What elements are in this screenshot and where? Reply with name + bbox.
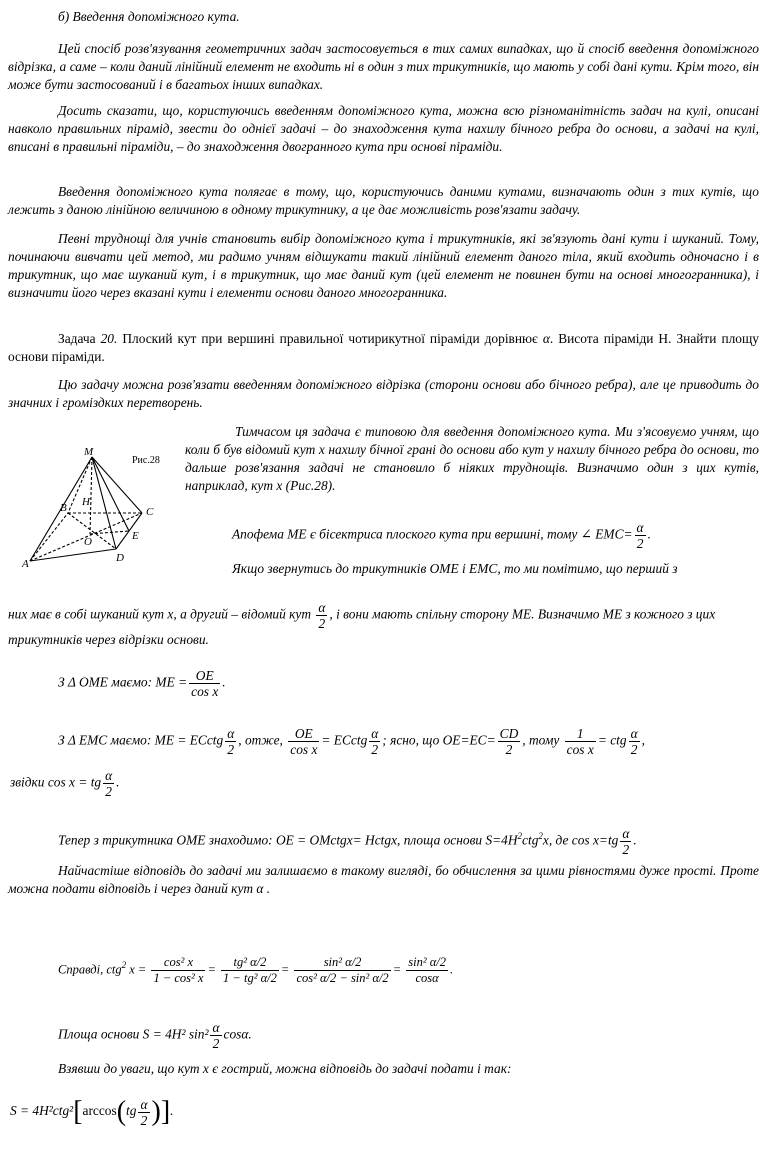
alpha-half-fraction: $\frac{\alpha}{2}$	[318, 600, 326, 631]
formula-ctg2: Справді, ctg$^2$ x = $\frac{\text{cos² x}}{\text{1 − cos² x}}$ = $\frac{\text{tg² α/2}}{\text{1 − tg² α/2}}$ = $\frac{\text{sin² α/2}}{\text{cos² α/2 − sin² α/2}}$ = $\frac{\text{sin² α/2}}{\cos\alpha}$ .	[58, 955, 454, 985]
section-heading: б) Введення допоміжного кута.	[58, 9, 240, 24]
label-e: E	[132, 530, 139, 542]
task-alpha: α	[542, 331, 550, 346]
task-text-2: . Висота піраміди Н. Знайти площу основи піраміди.	[8, 331, 760, 364]
paragraph-4: Певні труднощі для учнів становить вибір допоміжного кута і трикутників, які зв'язують дані кути і шуканий. Тому, починаючи вивчати цей метод, ми радимо учням відшукати такий лінійний елемент даного тіла, який входить одночасно і в трикутник, що має шуканий кут, і в трикутник, що має даний кут (цей елемент не повинен бути на основі многогранника), і визначити його через вказані кути і елементи основи даного многогранника.	[8, 231, 759, 300]
formula-final: S = 4H²ctg²[arccos(tg $\frac{\alpha}{2}$ )].	[10, 1096, 174, 1128]
paragraph-6: Тимчасом ця задача є типовою для введення допоміжного кута. Ми з'ясовуємо учням, що коли б був відомий кут x нахилу бічної грані до основи або кут у нахилу бічного ребра до основи, то дальше розв'язання задачі не становило б ніяких труднощів. Визначимо один з цих кутів, наприклад, кут x (Рис.28).	[185, 424, 759, 493]
paragraph-8: Найчастіше відповідь до задачі ми залишаємо в такому вигляді, бо обчислення за цими рівностями дуже прості. Проте можна подати відповідь і через даний кут α .	[8, 863, 759, 896]
paragraph-1: Цей спосіб розв'язування геометричних задач застосовується в тих самих випадках, що й спосіб введення допоміжного відрізка, а саме – коли даний лінійний елемент не входить ні в один з тих трикутників, що мають у собі дані кути. Крім того, він може бути застосований і в багатьох інших випадках.	[8, 41, 759, 92]
label-b: B	[60, 502, 67, 514]
label-c: C	[146, 506, 154, 518]
paragraph-5: Цю задачу можна розв'язати введенням допоміжного відрізка (сторони основи або бічного ребра), але це приводить до значних і громіздких перетворень.	[8, 377, 759, 410]
paragraph-7a: Якщо звернутись до трикутників OME і EMC, то ми помітимо, що перший з	[232, 561, 678, 576]
label-a: A	[22, 558, 29, 568]
apothem-text: Апофема ME є бісектриса плоского кута при вершині, тому ∠ EMC=	[232, 526, 633, 542]
task-label: Задача	[58, 331, 96, 346]
task-number: 20.	[100, 331, 118, 346]
label-m: M	[84, 446, 94, 458]
formula-area-alpha: Площа основи S = 4H² sin² $\frac{\alpha}{2}$ cosα.	[58, 1020, 252, 1051]
paragraph-9: Взявши до уваги, що кут x є гострий, можна відповідь до задачі подати і так:	[58, 1061, 512, 1076]
label-d: D	[116, 552, 124, 564]
label-h: H	[82, 496, 90, 508]
task-text-1: Плоский кут при вершині правильної чотирикутної піраміди дорівнює	[122, 331, 538, 346]
formula-area: Тепер з трикутника OME знаходимо: OE = OMctgx= Hctgx, площа основи $S=4H^2ctg^2x$, де cos x=tg $\frac{\alpha}{2}$ .	[58, 826, 637, 857]
formula-cosx: звідки cos x = tg $\frac{\alpha}{2}$ .	[10, 768, 120, 799]
paragraph-3: Введення допоміжного кута полягає в тому, що, користуючись даними кутами, визначають один з тих кутів, що лежить з даною лінійною величиною в одному трикутнику, а це дає можливість розв'язати задачу.	[8, 184, 759, 217]
paragraph-7b: них має в собі шуканий кут x, а другий – відомий кут $\frac{\alpha}{2}$ , і вони мають спільну сторону ME. Визначимо ME з кожного з цих трикутників через відрізки основи.	[8, 600, 716, 647]
figure-caption: Рис.28	[132, 455, 160, 466]
paragraph-2: Досить сказати, що, користуючись введенням допоміжного кута, можна всю різноманітність задач на кулі, описані навколо правильних пірамід, звести до однієї задачі – до знаходження кута нахилу бічного ребра до основи, а задачі на кулі, вписані в правильні піраміди, – до знаходження двогранного кута при основі піраміди.	[8, 103, 759, 154]
pyramid-figure	[20, 443, 190, 568]
formula-emc: З Δ EMC маємо: ME = ECctg $\frac{\alpha}{2}$ , отже, $\frac{OE}{\text{cos x}}$ = ECctg $\frac{\alpha}{2}$ ; ясно, що OE=EC= $\frac{CD}{2}$ , тому $\frac{1}{\text{cos x}}$ = ctg $\frac{\alpha}{2}$ ,	[58, 726, 645, 757]
apothem-line: Апофема ME є бісектриса плоского кута при вершині, тому ∠ EMC= $\frac{\alpha}{2}$ .	[232, 520, 651, 551]
apothem-fraction: $\frac{\alpha}{2}$	[636, 520, 644, 551]
task-20	[8, 330, 759, 366]
label-o: O	[84, 536, 92, 548]
formula-ome: З Δ OME маємо: ME = $\frac{OE}{\text{cos x}}$ .	[58, 668, 226, 699]
